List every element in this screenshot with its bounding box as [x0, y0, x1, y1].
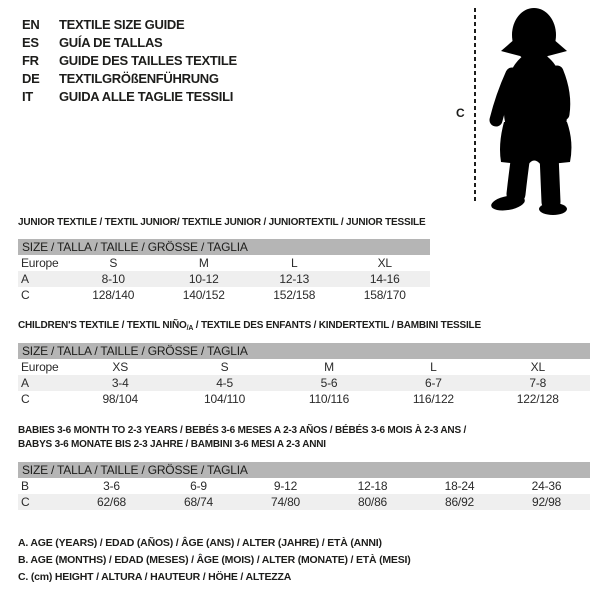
- lang-code: FR: [22, 52, 39, 68]
- lang-code: IT: [22, 89, 33, 105]
- size-value-cell: 116/122: [412, 392, 454, 406]
- table-row-c: [18, 391, 590, 407]
- size-value-cell: M: [324, 360, 334, 374]
- table-row-a: [18, 271, 430, 287]
- babies-size-table: [18, 462, 590, 510]
- title-line-2: BABYS 3-6 MONATE BIS 2-3 JAHRE / BAMBINI 3-6 MESI A 2-3 ANNI: [18, 438, 326, 450]
- size-value-cell: 104/110: [204, 392, 246, 406]
- lang-row-fr: [22, 51, 237, 69]
- size-value-cell: 98/104: [102, 392, 138, 406]
- size-value-cell: XL: [530, 360, 545, 374]
- size-header-bar: [18, 462, 590, 478]
- lang-label: TEXTILGRÖßENFÜHRUNG: [59, 71, 219, 87]
- height-measure-label: C: [456, 106, 465, 120]
- size-value-cell: 18-24: [444, 479, 475, 493]
- size-value-cell: S: [220, 360, 229, 374]
- table-row-europe: [18, 359, 590, 375]
- size-value-cell: 9-12: [273, 479, 298, 493]
- size-header-label: SIZE / TALLA / TAILLE / GRÖSSE / TAGLIA: [18, 239, 430, 255]
- table-row-europe: [18, 255, 430, 271]
- lang-code: ES: [22, 34, 39, 50]
- size-header-label: SIZE / TALLA / TAILLE / GRÖSSE / TAGLIA: [18, 343, 590, 359]
- size-value-cell: 92/98: [503, 494, 590, 510]
- section-title-children: [18, 319, 481, 336]
- lang-row-es: [22, 33, 237, 51]
- row-label-cell: C: [21, 288, 30, 302]
- size-value-cell: 10-12: [159, 271, 250, 287]
- size-value-cell: 6-9: [190, 479, 207, 493]
- children-size-table: [18, 343, 590, 407]
- size-value-cell: 128/140: [92, 288, 135, 302]
- size-value-cell: 86/92: [416, 494, 503, 510]
- size-value-cell: 74/80: [242, 494, 329, 510]
- table-row-c: [18, 494, 590, 510]
- row-label-cell: Europe: [21, 360, 59, 374]
- lang-row-it: [22, 88, 237, 106]
- toddler-silhouette-icon: [486, 4, 586, 216]
- size-value-cell: 14-16: [340, 271, 431, 287]
- size-value-cell: 62/68: [68, 494, 155, 510]
- row-label-cell: Europe: [21, 256, 59, 270]
- row-label-cell: C: [18, 494, 68, 510]
- size-value-cell: S: [109, 256, 118, 270]
- title-subscript: /A: [186, 325, 194, 332]
- row-label-cell: C: [21, 392, 30, 406]
- row-label-cell: A: [18, 375, 68, 391]
- language-title-list: [22, 15, 237, 106]
- size-header-bar: [18, 239, 430, 255]
- size-value-cell: 140/152: [182, 288, 225, 302]
- size-value-cell: 24-36: [531, 479, 562, 493]
- size-value-cell: 12-18: [357, 479, 388, 493]
- size-header-bar: [18, 343, 590, 359]
- size-value-cell: 3-4: [68, 375, 172, 391]
- lang-label: GUIDE DES TAILLES TEXTILE: [59, 52, 237, 68]
- size-value-cell: XS: [112, 360, 128, 374]
- size-value-cell: XL: [377, 256, 392, 270]
- title-main: CHILDREN'S TEXTILE / TEXTIL NIÑO: [18, 320, 187, 331]
- size-header-label: SIZE / TALLA / TAILLE / GRÖSSE / TAGLIA: [18, 462, 590, 478]
- lang-label: GUÍA DE TALLAS: [59, 34, 163, 50]
- size-value-cell: 158/170: [363, 288, 406, 302]
- table-row-c: [18, 287, 430, 303]
- footnote-age-years: A. AGE (YEARS) / EDAD (AÑOS) / ÂGE (ANS) / ALTER (JAHRE) / ETÀ (ANNI): [18, 537, 382, 549]
- size-value-cell: 7-8: [486, 375, 590, 391]
- row-label-cell: B: [21, 479, 29, 493]
- size-value-cell: 122/128: [516, 392, 559, 406]
- size-value-cell: 152/158: [273, 288, 316, 302]
- size-value-cell: M: [198, 256, 209, 270]
- lang-label: GUIDA ALLE TAGLIE TESSILI: [59, 89, 234, 105]
- row-label-cell: A: [18, 271, 68, 287]
- size-value-cell: 68/74: [155, 494, 242, 510]
- junior-size-table: [18, 239, 430, 303]
- lang-code: EN: [22, 16, 40, 32]
- lang-code: DE: [22, 71, 40, 87]
- size-value-cell: 8-10: [68, 271, 159, 287]
- size-value-cell: 5-6: [277, 375, 381, 391]
- title-rest: / TEXTILE DES ENFANTS / KINDERTEXTIL / BAMBINI TESSILE: [193, 320, 481, 331]
- lang-row-en: [22, 15, 237, 33]
- size-value-cell: L: [430, 360, 437, 374]
- size-value-cell: 12-13: [249, 271, 340, 287]
- size-value-cell: 6-7: [381, 375, 485, 391]
- size-value-cell: 80/86: [329, 494, 416, 510]
- lang-row-de: [22, 70, 237, 88]
- size-value-cell: 110/116: [308, 392, 350, 406]
- size-value-cell: 4-5: [172, 375, 276, 391]
- title-line-1: BABIES 3-6 MONTH TO 2-3 YEARS / BEBÉS 3-6 MESES A 2-3 AÑOS / BÉBÉS 3-6 MOIS À 2-3 ANS /: [18, 425, 467, 436]
- table-row-b: [18, 478, 590, 494]
- table-row-a: [18, 375, 590, 391]
- section-title-junior: JUNIOR TEXTILE / TEXTIL JUNIOR/ TEXTILE JUNIOR / JUNIORTEXTIL / JUNIOR TESSILE: [18, 217, 426, 228]
- section-title-babies: [18, 424, 466, 451]
- lang-label: TEXTILE SIZE GUIDE: [59, 16, 185, 32]
- size-value-cell: 3-6: [103, 479, 120, 493]
- size-value-cell: L: [291, 256, 298, 270]
- height-measure-dashed-line: [474, 8, 476, 204]
- footnote-height-cm: C. (cm) HEIGHT / ALTURA / HAUTEUR / HÖHE / ALTEZZA: [18, 571, 292, 583]
- footnote-age-months: B. AGE (MONTHS) / EDAD (MESES) / ÂGE (MOIS) / ALTER (MONATE) / ETÀ (MESI): [18, 554, 411, 566]
